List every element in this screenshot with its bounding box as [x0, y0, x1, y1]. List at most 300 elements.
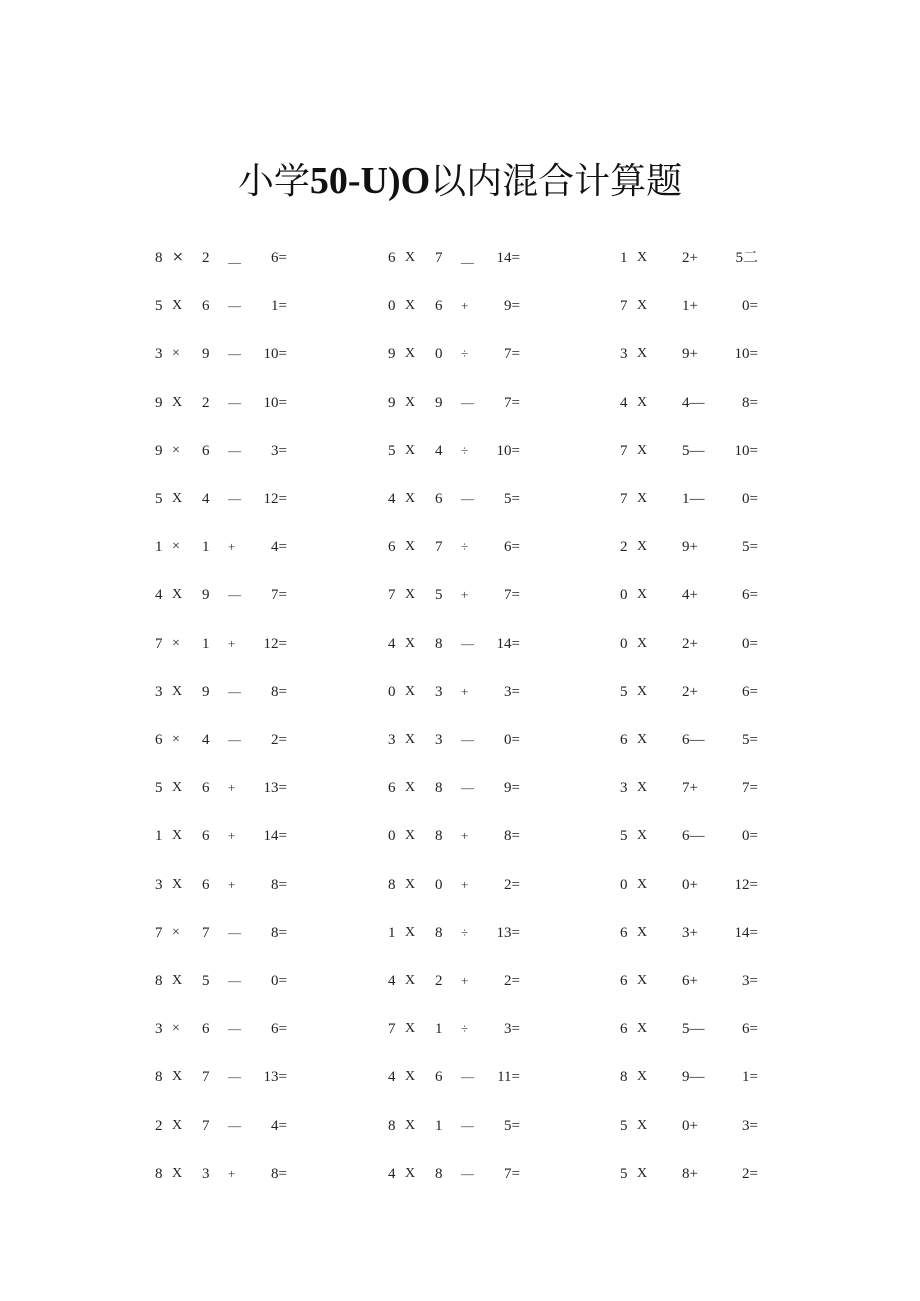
problem	[388, 294, 548, 318]
operand-a: 8	[155, 973, 163, 989]
multiply-sign: X	[637, 780, 648, 796]
operand-b: 0	[435, 876, 443, 893]
operand-c: 11=	[497, 1069, 520, 1086]
multiply-sign: X	[172, 876, 183, 892]
problem-row	[0, 1017, 920, 1041]
operand-b: 3	[202, 1165, 210, 1182]
operand-b: 4	[202, 491, 210, 507]
operator: —	[228, 1069, 241, 1085]
operand-c: 14=	[496, 250, 520, 266]
multiply-sign: X	[405, 442, 416, 458]
operand-b: 7	[202, 1069, 210, 1086]
operator: —	[228, 1021, 241, 1037]
operand-c: 13=	[263, 1069, 287, 1086]
multiply-sign: X	[405, 973, 416, 988]
operand-c: 5二	[735, 250, 758, 266]
operand-b: 1—	[682, 491, 705, 507]
problem	[388, 1114, 548, 1138]
problem	[388, 342, 548, 366]
multiply-sign: X	[637, 587, 648, 603]
operand-c: 14=	[496, 635, 520, 652]
problem	[620, 583, 780, 607]
problem	[388, 583, 548, 607]
operand-c: 12=	[263, 635, 287, 652]
problem	[155, 921, 315, 945]
operand-a: 4	[155, 587, 163, 604]
operand-b: 3	[435, 683, 443, 700]
multiply-sign: X	[405, 780, 416, 796]
multiply-sign: X	[405, 346, 416, 362]
multiply-sign: X	[172, 587, 183, 603]
operand-b: 2	[435, 973, 443, 989]
problem-row	[0, 487, 920, 511]
operand-c: 2=	[504, 973, 520, 989]
problem	[388, 632, 548, 656]
operand-c: 5=	[504, 1117, 520, 1134]
problem-row	[0, 776, 920, 800]
multiply-sign: ×	[172, 635, 180, 651]
multiply-sign: X	[637, 635, 648, 651]
multiply-sign: X	[172, 780, 183, 796]
operand-a: 0	[388, 298, 396, 315]
operand-a: 4	[620, 394, 628, 411]
operand-b: 1	[435, 1117, 443, 1134]
multiply-sign: X	[172, 1069, 183, 1085]
operand-b: 6	[202, 780, 210, 797]
operator: __	[461, 250, 474, 265]
operand-c: 8=	[271, 683, 287, 700]
problem	[155, 342, 315, 366]
operand-b: 9	[435, 394, 443, 411]
operand-c: 1=	[742, 1069, 758, 1086]
operand-b: 3+	[682, 924, 698, 941]
operand-b: 1+	[682, 298, 698, 315]
operator: +	[461, 587, 469, 603]
operand-a: 6	[620, 973, 628, 989]
operand-a: 8	[388, 876, 396, 893]
operator: —	[228, 732, 241, 747]
operand-c: 7=	[504, 587, 520, 604]
problem-row	[0, 391, 920, 415]
operand-a: 5	[155, 780, 163, 797]
operator: ÷	[461, 924, 469, 940]
operand-c: 12=	[263, 491, 287, 507]
operand-c: 6=	[742, 1021, 758, 1038]
operand-a: 6	[388, 539, 396, 556]
problem-row	[0, 583, 920, 607]
problem	[155, 391, 315, 415]
multiply-sign: X	[405, 683, 416, 699]
operand-b: 8+	[682, 1165, 698, 1182]
operator: —	[228, 394, 241, 410]
operand-c: 6=	[504, 539, 520, 556]
operand-b: 9	[202, 587, 210, 604]
operand-c: 5=	[742, 539, 758, 556]
problem	[388, 728, 548, 752]
operand-a: 9	[388, 394, 396, 411]
operator: +	[461, 683, 469, 699]
operand-c: 5=	[504, 491, 520, 507]
multiply-sign: X	[637, 1069, 648, 1085]
operator: —	[228, 973, 241, 988]
operator: —	[228, 442, 241, 458]
operand-a: 9	[388, 346, 396, 363]
problem	[388, 1017, 548, 1041]
problem	[155, 487, 315, 511]
operand-a: 6	[620, 924, 628, 941]
operand-a: 4	[388, 973, 396, 989]
operand-c: 6=	[271, 1021, 287, 1038]
problem	[620, 246, 780, 270]
operand-b: 0+	[682, 876, 698, 893]
operand-b: 6	[435, 491, 443, 507]
operand-a: 8	[155, 250, 163, 266]
operand-c: 8=	[271, 876, 287, 893]
operand-c: 0=	[742, 635, 758, 652]
problem	[155, 294, 315, 318]
problem	[620, 1162, 780, 1186]
operand-c: 14=	[263, 828, 287, 845]
operand-c: 7=	[504, 346, 520, 363]
operand-a: 7	[155, 635, 163, 652]
operand-a: 5	[620, 1165, 628, 1182]
operand-a: 0	[620, 635, 628, 652]
operand-c: 8=	[271, 924, 287, 941]
multiply-sign: X	[637, 924, 648, 940]
operator: —	[461, 1069, 474, 1085]
multiply-sign: X	[405, 394, 416, 410]
operand-b: 1	[435, 1021, 443, 1038]
operand-b: 8	[435, 1165, 443, 1182]
operand-a: 0	[388, 683, 396, 700]
operand-a: 9	[155, 394, 163, 411]
multiply-sign: ×	[172, 1021, 180, 1037]
operand-b: 5	[202, 973, 210, 989]
operand-b: 6—	[682, 732, 705, 748]
operator: +	[228, 635, 236, 651]
problem	[620, 1017, 780, 1041]
problem-row	[0, 824, 920, 848]
multiply-sign: ×	[172, 346, 180, 362]
problem	[388, 246, 548, 270]
operand-a: 5	[620, 828, 628, 845]
problem	[620, 487, 780, 511]
operand-c: 3=	[271, 442, 287, 459]
problem	[620, 969, 780, 993]
problem	[155, 680, 315, 704]
operand-a: 2	[155, 1117, 163, 1134]
operand-c: 10=	[263, 394, 287, 411]
multiply-sign: X	[172, 1117, 183, 1133]
operand-b: 9+	[682, 539, 698, 556]
problem	[388, 535, 548, 559]
operand-c: 3=	[504, 1021, 520, 1038]
problem	[388, 921, 548, 945]
operator: —	[228, 298, 241, 314]
operator: —	[228, 346, 241, 362]
multiply-sign: X	[637, 973, 648, 988]
problem	[620, 776, 780, 800]
operator: —	[461, 635, 474, 651]
title-number: 50-U)O	[309, 160, 431, 202]
multiply-sign: X	[637, 876, 648, 892]
problem	[155, 776, 315, 800]
multiply-sign: X	[172, 828, 183, 844]
problem	[388, 1065, 548, 1089]
operand-a: 8	[388, 1117, 396, 1134]
operand-c: 2=	[504, 876, 520, 893]
operand-b: 0	[435, 346, 443, 363]
operand-c: 10=	[734, 442, 758, 459]
operand-a: 0	[388, 828, 396, 845]
problem	[620, 632, 780, 656]
multiply-sign: X	[637, 683, 648, 699]
operator: +	[228, 876, 236, 892]
multiply-sign: X	[637, 442, 648, 458]
operand-c: 0=	[742, 491, 758, 507]
operand-a: 4	[388, 1069, 396, 1086]
problem-row	[0, 728, 920, 752]
operand-a: 6	[620, 1021, 628, 1038]
operand-a: 7	[388, 1021, 396, 1038]
operand-b: 4—	[682, 394, 705, 411]
multiply-sign: X	[405, 876, 416, 892]
operand-b: 8	[435, 828, 443, 845]
problem	[155, 439, 315, 463]
operand-b: 3	[435, 732, 443, 748]
operand-b: 6	[202, 442, 210, 459]
operator: ÷	[461, 539, 469, 555]
operand-b: 9	[202, 683, 210, 700]
operand-b: 9	[202, 346, 210, 363]
operand-b: 8	[435, 780, 443, 797]
operator: —	[228, 683, 241, 699]
operand-c: 7=	[504, 394, 520, 411]
operand-c: 0=	[271, 973, 287, 989]
multiply-sign: X	[637, 1021, 648, 1037]
problem	[388, 969, 548, 993]
operand-c: 9=	[504, 780, 520, 797]
multiply-sign: X	[172, 973, 183, 988]
operand-c: 5=	[742, 732, 758, 748]
operand-c: 0=	[742, 298, 758, 315]
problem-row	[0, 1065, 920, 1089]
operand-b: 1	[202, 539, 210, 556]
problem-row	[0, 342, 920, 366]
operand-c: 3=	[742, 1117, 758, 1134]
operand-a: 1	[155, 539, 163, 556]
multiply-sign: X	[637, 1165, 648, 1181]
operator: ÷	[461, 346, 469, 362]
multiply-sign: X	[405, 1165, 416, 1181]
operand-b: 6	[435, 1069, 443, 1086]
operand-b: 7	[435, 250, 443, 266]
operand-c: 0=	[742, 828, 758, 845]
multiply-sign: X	[405, 587, 416, 603]
operand-a: 1	[155, 828, 163, 845]
operand-b: 9—	[682, 1069, 705, 1086]
problem	[388, 873, 548, 897]
problem	[155, 728, 315, 752]
operand-b: 6	[202, 1021, 210, 1038]
operand-b: 9+	[682, 346, 698, 363]
operand-a: 4	[388, 635, 396, 652]
operand-c: 9=	[504, 298, 520, 315]
operand-a: 3	[155, 1021, 163, 1038]
operand-a: 6	[620, 732, 628, 748]
operand-a: 5	[620, 1117, 628, 1134]
operand-b: 6	[202, 828, 210, 845]
problem	[620, 1114, 780, 1138]
problem-row	[0, 873, 920, 897]
operator: __	[228, 250, 241, 265]
operator: +	[228, 780, 236, 796]
problem	[620, 1065, 780, 1089]
operand-c: 10=	[496, 442, 520, 459]
multiply-sign: X	[172, 1165, 183, 1181]
problem	[155, 632, 315, 656]
operand-a: 8	[155, 1165, 163, 1182]
operator: +	[228, 539, 236, 555]
operand-b: 8	[435, 635, 443, 652]
problem-row	[0, 632, 920, 656]
operand-a: 0	[620, 876, 628, 893]
multiply-sign: ×	[172, 442, 180, 458]
multiply-sign: X	[405, 828, 416, 844]
operand-a: 5	[620, 683, 628, 700]
title-suffix: 以内混合计算题	[430, 161, 683, 202]
problem	[155, 1065, 315, 1089]
multiply-sign: ×	[172, 539, 180, 555]
operand-b: 6	[202, 298, 210, 315]
operand-a: 8	[620, 1069, 628, 1086]
operand-b: 2+	[682, 635, 698, 652]
operand-c: 4=	[271, 1117, 287, 1134]
problem	[620, 824, 780, 848]
operand-b: 7	[202, 924, 210, 941]
operand-a: 3	[620, 780, 628, 797]
problem	[620, 535, 780, 559]
multiply-sign: X	[637, 491, 648, 506]
multiply-sign: X	[172, 491, 183, 506]
operand-a: 3	[155, 346, 163, 363]
operator: +	[461, 973, 469, 988]
operand-a: 7	[620, 442, 628, 459]
operand-c: 1=	[271, 298, 287, 315]
title-prefix: 小学	[237, 161, 310, 202]
operand-b: 7	[202, 1117, 210, 1134]
operator: —	[228, 1117, 241, 1133]
multiply-sign: X	[637, 1117, 648, 1133]
multiply-sign: ×	[172, 924, 180, 940]
operator: +	[461, 298, 469, 314]
problem-row	[0, 921, 920, 945]
operator: —	[461, 1165, 474, 1181]
problem	[155, 246, 315, 270]
operator: —	[461, 394, 474, 410]
operand-a: 6	[155, 732, 163, 748]
operand-c: 13=	[263, 780, 287, 797]
operand-b: 2+	[682, 250, 698, 266]
problem	[388, 776, 548, 800]
problem	[620, 439, 780, 463]
operand-a: 3	[388, 732, 396, 748]
operand-b: 1	[202, 635, 210, 652]
operand-c: 3=	[742, 973, 758, 989]
multiply-sign: X	[172, 298, 183, 314]
multiply-sign: X	[405, 491, 416, 506]
multiply-sign: X	[405, 250, 416, 265]
operator: —	[461, 1117, 474, 1133]
operand-b: 4	[202, 732, 210, 748]
operand-b: 2	[202, 394, 210, 411]
operand-a: 3	[155, 683, 163, 700]
operand-c: 7=	[504, 1165, 520, 1182]
multiply-sign: X	[405, 298, 416, 314]
operand-a: 5	[155, 491, 163, 507]
multiply-sign: X	[637, 394, 648, 410]
operand-b: 2+	[682, 683, 698, 700]
operand-c: 7=	[742, 780, 758, 797]
problem-row	[0, 1114, 920, 1138]
multiply-sign: X	[172, 394, 183, 410]
operand-c: 3=	[504, 683, 520, 700]
operand-c: 6=	[742, 683, 758, 700]
problem-row	[0, 439, 920, 463]
problem	[388, 391, 548, 415]
operand-a: 3	[155, 876, 163, 893]
operator: ÷	[461, 442, 469, 458]
problem	[388, 824, 548, 848]
operand-a: 6	[388, 250, 396, 266]
operand-c: 8=	[271, 1165, 287, 1182]
operand-b: 5—	[682, 442, 705, 459]
multiply-sign: X	[637, 346, 648, 362]
operand-b: 4+	[682, 587, 698, 604]
operand-c: 12=	[734, 876, 758, 893]
operand-a: 8	[155, 1069, 163, 1086]
problem	[620, 294, 780, 318]
operand-b: 0+	[682, 1117, 698, 1134]
problem	[155, 583, 315, 607]
operator: —	[228, 491, 241, 506]
problem	[155, 1162, 315, 1186]
operand-c: 2=	[742, 1165, 758, 1182]
operand-a: 5	[155, 298, 163, 315]
operator: —	[461, 491, 474, 506]
problem	[620, 391, 780, 415]
problem-row	[0, 246, 920, 270]
operand-a: 6	[388, 780, 396, 797]
operand-a: 4	[388, 491, 396, 507]
operand-b: 4	[435, 442, 443, 459]
operand-a: 4	[388, 1165, 396, 1182]
operand-a: 1	[620, 250, 628, 266]
operator: +	[461, 876, 469, 892]
multiply-sign: X	[405, 924, 416, 940]
multiply-sign: ⨯	[172, 250, 184, 265]
operand-c: 6=	[742, 587, 758, 604]
multiply-sign: X	[405, 1021, 416, 1037]
multiply-sign: X	[172, 683, 183, 699]
multiply-sign: X	[405, 732, 416, 747]
problem-row	[0, 969, 920, 993]
problem	[388, 1162, 548, 1186]
problem	[155, 969, 315, 993]
operator: —	[461, 732, 474, 747]
multiply-sign: X	[637, 250, 648, 265]
operand-c: 0=	[504, 732, 520, 748]
